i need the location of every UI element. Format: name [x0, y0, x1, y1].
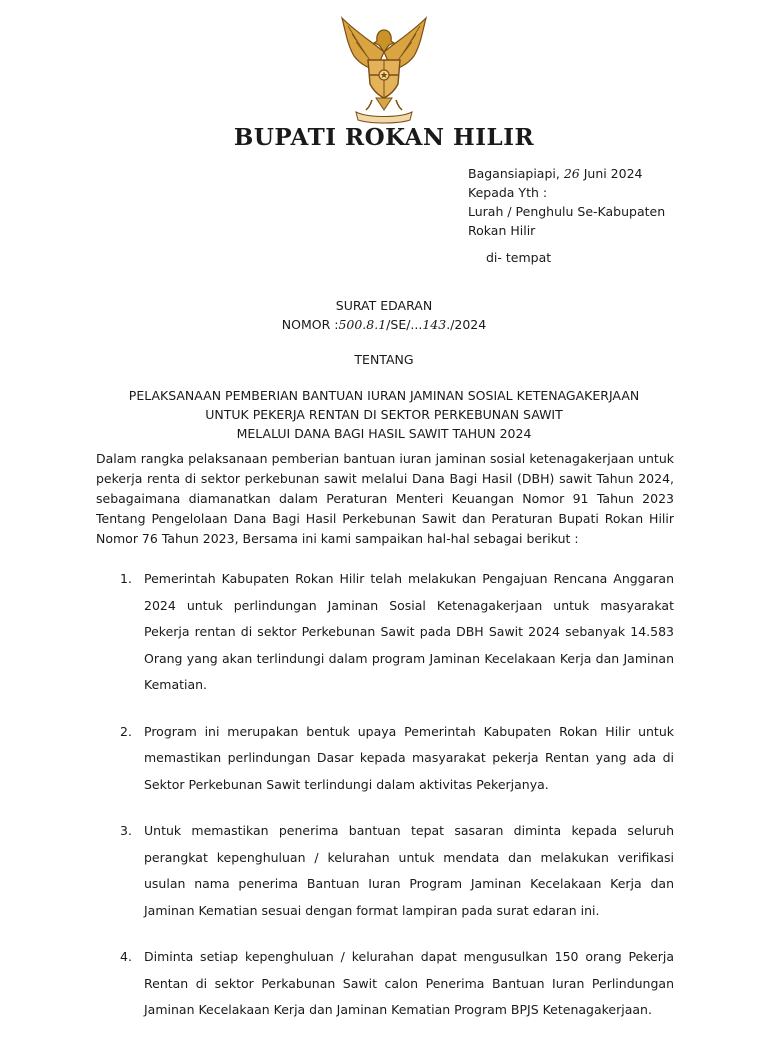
subject-line-1: PELAKSANAAN PEMBERIAN BANTUAN IURAN JAMINAN SOSIAL KETENAGAKERJAAN [128, 388, 640, 403]
to-label: Kepada Yth : [468, 185, 548, 200]
list-item-number: 2. [120, 723, 132, 739]
list-item-text: Program ini merupakan bentuk upaya Pemerintah Kabupaten Rokan Hilir untuk memastikan perlindungan Dasar kepada masyarakat pekerja Rentan yang ada di Sektor Perkebunan Sawit terlindungi dalam aktivitas Pekerjanya. [144, 723, 674, 792]
subject-line-3: MELALUI DANA BAGI HASIL SAWIT TAHUN 2024 [236, 426, 532, 441]
location-text: di- tempat [486, 250, 552, 265]
letter-type: SURAT EDARAN [335, 298, 433, 313]
handwritten-number-1: 500.8.1 [338, 317, 387, 332]
garuda-emblem-icon [334, 12, 434, 124]
letter-meta [468, 164, 665, 240]
recipient-line-1: Lurah / Penghulu Se-Kabupaten [468, 204, 666, 219]
numbered-list [96, 566, 674, 1044]
subject-line-2: UNTUK PEKERJA RENTAN DI SEKTOR PERKEBUNAN SAWIT [205, 407, 563, 422]
list-item-text: Pemerintah Kabupaten Rokan Hilir telah melakukan Pengajuan Rencana Anggaran 2024 untuk perlindungan Jaminan Sosial Ketenagakerjaan untuk masyarakat Pekerja rentan di sektor Perkebunan Sawit pada DBH Sawit 2024 sebanyak 14.583 Orang yang akan terlindungi dalam program Jaminan Kecelakaan Kerja dan Jaminan Kematian. [144, 571, 674, 692]
list-item-number: 3. [120, 823, 132, 838]
month-year: Juni 2024 [579, 166, 643, 181]
place-date [468, 164, 665, 183]
number-mid: /SE/... [386, 317, 423, 332]
place-date-prefix: Bagansiapiapi, [468, 166, 564, 181]
list-item-text: Untuk memastikan penerima bantuan tepat sasaran diminta kepada seluruh perangkat kepenghuluan / kelurahan untuk mendata dan melakukan verifikasi usulan nama penerima Bantuan Iuran Program Jaminan Kecelakaan Kerja dan Jaminan Kematian sesuai dengan format lampiran pada surat edaran ini. [144, 823, 674, 918]
about-label: TENTANG [354, 352, 414, 367]
list-item-number: 1. [120, 571, 132, 586]
recipient-line-2: Rokan Hilir [468, 223, 536, 238]
page-title: BUPATI ROKAN HILIR [233, 124, 535, 151]
letter-number [0, 317, 768, 332]
list-item [96, 944, 674, 1024]
handwritten-day: 26 [563, 166, 580, 181]
list-item [96, 818, 674, 924]
list-item-number: 4. [120, 949, 132, 964]
number-prefix: NOMOR : [281, 317, 339, 332]
list-item [96, 719, 674, 799]
handwritten-number-2: 143 [422, 317, 447, 332]
list-item-text: Diminta setiap kepenghuluan / kelurahan dapat mengusulkan 150 orang Pekerja Rentan di sektor Perkabunan Sawit calon Penerima Bantuan Iuran Perlindungan Jaminan Kecelakaan Kerja dan Jaminan Kematian Program BPJS Ketenagakerjaan. [144, 949, 674, 1017]
letter-subject [0, 386, 768, 443]
list-item [96, 566, 674, 699]
number-suffix: ./2024 [446, 317, 487, 332]
intro-paragraph: Dalam rangka pelaksanaan pemberian bantuan iuran jaminan sosial ketenagakerjaan untuk pekerja renta di sektor perkebunan sawit melalui Dana Bagi Hasil (DBH) sawit Tahun 2024, sebagaimana diamanatkan dalam Peraturan Menteri Keuangan Nomor 91 Tahun 2023 Tentang Pengelolaan Dana Bagi Hasil Perkebunan Sawit dan Peraturan Bupati Rokan Hilir Nomor 76 Tahun 2023, Bersama ini kami sampaikan hal-hal sebagai berikut : [96, 451, 674, 546]
